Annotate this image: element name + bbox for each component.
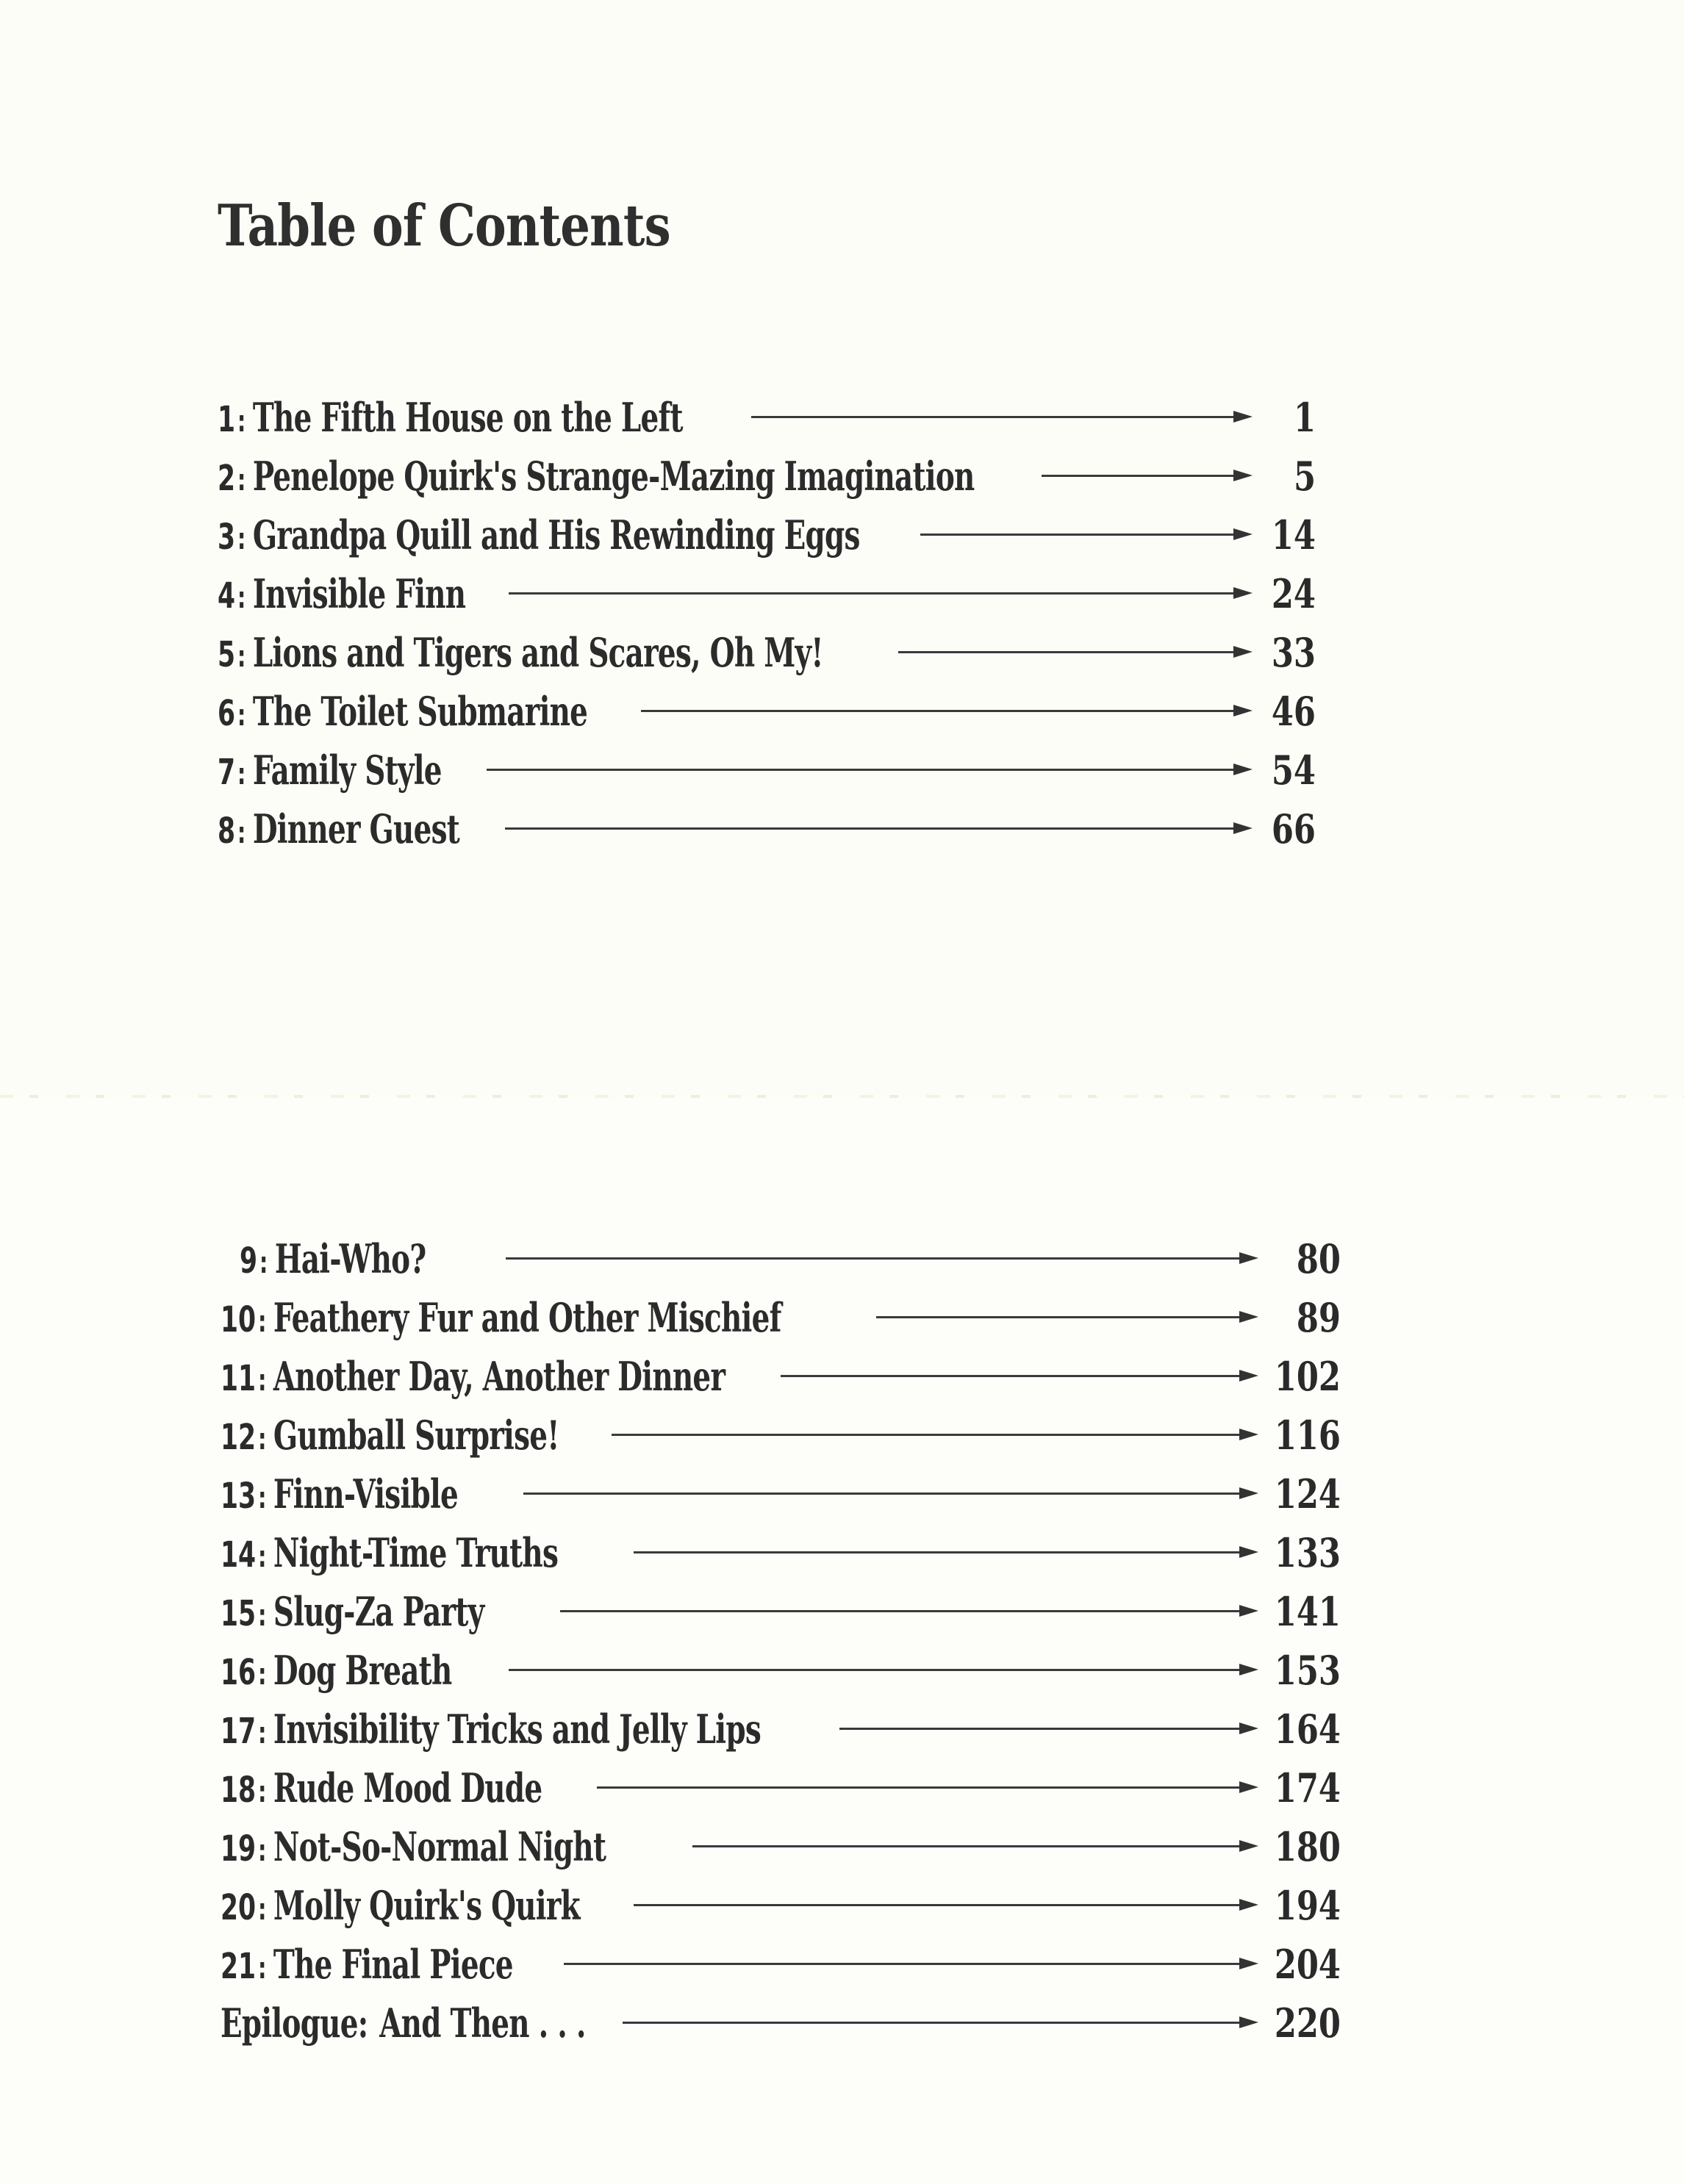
chapter-number: 5 — [218, 634, 236, 675]
leader-line — [487, 769, 1238, 771]
chapter-separator: : — [237, 640, 246, 674]
leader-line — [898, 651, 1238, 653]
chapter-separator: : — [257, 1775, 266, 1809]
toc-entry-label — [221, 1347, 725, 1406]
chapter-separator: : — [257, 1305, 266, 1339]
chapter-title: Invisible Finn — [252, 570, 466, 617]
toc-entry[interactable] — [0, 1229, 1684, 1288]
leader-line — [560, 1610, 1244, 1612]
leader-line — [509, 1669, 1244, 1671]
page-number: 141 — [1274, 1588, 1341, 1635]
chapter-title: And Then . . . — [379, 2000, 586, 2047]
toc-entry-label — [221, 1523, 558, 1582]
chapter-separator: : — [237, 405, 246, 439]
chapter-title: Feathery Fur and Other Mischief — [273, 1294, 781, 1341]
chapter-separator: : — [257, 1893, 266, 1927]
toc-entry-label — [218, 506, 860, 564]
leader-line — [523, 1492, 1244, 1495]
page-number: 33 — [1271, 629, 1316, 676]
chapter-title: Hai-Who? — [274, 1235, 426, 1282]
toc-entry[interactable] — [0, 1817, 1684, 1876]
chapter-separator: : — [237, 758, 246, 791]
chapter-title: The Final Piece — [273, 1941, 513, 1988]
chapter-separator: : — [257, 1540, 266, 1574]
page-number: 174 — [1274, 1764, 1341, 1811]
chapter-number: 12 — [221, 1417, 257, 1458]
chapter-number: 7 — [218, 752, 236, 793]
page-title: Table of Contents — [218, 193, 670, 259]
toc-entry-label — [221, 1759, 542, 1817]
toc-entry[interactable] — [0, 1641, 1684, 1700]
leader-line — [506, 1257, 1244, 1260]
toc-entry-label — [221, 1406, 559, 1465]
chapter-title: Molly Quirk's Quirk — [273, 1882, 580, 1929]
chapter-number: 21 — [221, 1946, 257, 1987]
chapter-number: 19 — [221, 1828, 257, 1869]
leader-line — [509, 592, 1238, 595]
leader-line — [612, 1434, 1244, 1436]
chapter-number: 13 — [221, 1476, 257, 1517]
chapter-title: Lions and Tigers and Scares, Oh My! — [252, 629, 823, 676]
chapter-number: 1 — [218, 399, 236, 440]
chapter-separator: : — [257, 1423, 266, 1456]
toc-entry[interactable] — [0, 1700, 1684, 1759]
toc-entry-label — [221, 1288, 781, 1347]
toc-entry[interactable] — [0, 1288, 1684, 1347]
chapter-separator: : — [237, 581, 246, 615]
chapter-number: 9 — [240, 1240, 258, 1282]
page-number: 124 — [1274, 1470, 1341, 1517]
chapter-title: Finn-Visible — [273, 1470, 459, 1517]
toc-entry[interactable] — [0, 1994, 1684, 2052]
toc-entry[interactable] — [0, 388, 1684, 447]
toc-entry-label — [221, 1876, 580, 1935]
chapter-separator: : — [257, 1599, 266, 1633]
leader-line — [634, 1551, 1244, 1553]
leader-line — [597, 1786, 1244, 1789]
chapter-title: The Fifth House on the Left — [252, 394, 683, 441]
leader-line — [505, 827, 1238, 830]
chapter-title: Slug-Za Party — [273, 1588, 484, 1635]
toc-entry[interactable] — [0, 447, 1684, 506]
page-number: 153 — [1274, 1647, 1341, 1694]
chapter-separator: : — [257, 1481, 266, 1515]
toc-entry-label — [218, 564, 465, 623]
toc-entry[interactable] — [0, 1406, 1684, 1465]
chapter-title: Not-So-Normal Night — [273, 1823, 606, 1870]
chapter-title: Penelope Quirk's Strange-Mazing Imagination — [252, 453, 975, 500]
chapter-title: Another Day, Another Dinner — [273, 1353, 725, 1400]
toc-entry[interactable] — [0, 1347, 1684, 1406]
page-number: 66 — [1271, 805, 1316, 852]
chapter-number: 15 — [221, 1593, 257, 1634]
page-number: 89 — [1296, 1294, 1341, 1341]
leader-line — [839, 1728, 1244, 1730]
toc-entry[interactable] — [0, 1523, 1684, 1582]
toc-entry[interactable] — [0, 682, 1684, 741]
toc-entry-label — [221, 1700, 761, 1759]
toc-entry[interactable] — [0, 1582, 1684, 1641]
page-number: 5 — [1293, 453, 1316, 500]
chapter-number: 4 — [218, 575, 236, 617]
toc-entry-label — [221, 1465, 458, 1523]
chapter-title: Dinner Guest — [252, 805, 460, 852]
toc-entry-label — [221, 1641, 452, 1700]
toc-entry-label — [218, 623, 823, 682]
page-number: 54 — [1271, 747, 1316, 794]
chapter-number: 3 — [218, 517, 236, 558]
toc-entry-label — [218, 447, 975, 506]
chapter-separator: : — [237, 464, 246, 497]
chapter-number: 14 — [221, 1534, 257, 1576]
chapter-number: 18 — [221, 1770, 257, 1811]
toc-entry[interactable] — [0, 506, 1684, 564]
toc-entry[interactable] — [0, 1759, 1684, 1817]
chapter-title: Rude Mood Dude — [273, 1764, 542, 1811]
leader-line — [634, 1904, 1244, 1906]
chapter-number: 16 — [221, 1652, 257, 1693]
toc-entry[interactable] — [0, 564, 1684, 623]
page-number: 102 — [1274, 1353, 1341, 1400]
chapter-title: Invisibility Tricks and Jelly Lips — [273, 1706, 761, 1753]
toc-entry[interactable] — [0, 623, 1684, 682]
chapter-title: Gumball Surprise! — [273, 1412, 559, 1459]
chapter-separator: : — [257, 1952, 266, 1986]
leader-line — [876, 1316, 1244, 1318]
chapter-separator: : — [259, 1246, 268, 1280]
page-number: 116 — [1274, 1412, 1341, 1459]
page-number: 220 — [1274, 2000, 1341, 2047]
leader-line — [623, 2022, 1244, 2024]
chapter-number: 17 — [221, 1711, 257, 1752]
page-number: 1 — [1293, 394, 1316, 441]
toc-entry-label — [221, 1582, 484, 1641]
chapter-title: The Toilet Submarine — [252, 688, 588, 735]
chapter-separator: : — [237, 699, 246, 733]
leader-line — [751, 416, 1238, 418]
page-number: 133 — [1274, 1529, 1341, 1576]
chapter-number: 6 — [218, 693, 236, 734]
toc-entry-label — [218, 388, 683, 447]
page-number: 164 — [1274, 1706, 1341, 1753]
page-number: 204 — [1274, 1941, 1341, 1988]
chapter-separator: : — [257, 1834, 266, 1868]
chapter-title: Family Style — [252, 747, 442, 794]
leader-line — [920, 534, 1238, 536]
page-number: 14 — [1271, 511, 1316, 558]
chapter-separator: : — [237, 816, 246, 850]
chapter-number: 20 — [221, 1887, 257, 1928]
toc-entry-label — [240, 1229, 426, 1288]
chapter-number: 2 — [218, 458, 236, 499]
toc-entry-label — [221, 1935, 513, 1994]
toc-entry[interactable] — [0, 1935, 1684, 1994]
chapter-number: Epilogue — [221, 2000, 358, 2047]
toc-entry[interactable] — [0, 800, 1684, 858]
toc-entry-label — [221, 1994, 586, 2052]
chapter-separator: : — [257, 1364, 266, 1398]
chapter-number: 10 — [221, 1299, 257, 1340]
toc-entry[interactable] — [0, 741, 1684, 800]
toc-entry[interactable] — [0, 1465, 1684, 1523]
chapter-title: Grandpa Quill and His Rewinding Eggs — [252, 511, 860, 558]
toc-entry-label — [218, 741, 442, 800]
toc-entry[interactable] — [0, 1876, 1684, 1935]
leader-line — [692, 1845, 1244, 1847]
page-number: 194 — [1274, 1882, 1341, 1929]
chapter-separator: : — [237, 522, 246, 556]
page-fold-divider — [0, 1095, 1684, 1098]
toc-entry-label — [221, 1817, 606, 1876]
chapter-number: 11 — [221, 1358, 257, 1399]
leader-line — [781, 1375, 1244, 1377]
chapter-title: Night-Time Truths — [273, 1529, 559, 1576]
chapter-title: Dog Breath — [273, 1647, 452, 1694]
page-number: 80 — [1296, 1235, 1341, 1282]
page-number: 180 — [1274, 1823, 1341, 1870]
chapter-separator: : — [257, 1717, 266, 1750]
chapter-number: 8 — [218, 811, 236, 852]
toc-entry-label — [218, 682, 587, 741]
chapter-separator: : — [357, 2000, 368, 2047]
page-number: 24 — [1271, 570, 1316, 617]
chapter-separator: : — [257, 1658, 266, 1692]
toc-entry-label — [218, 800, 459, 858]
page-number: 46 — [1271, 688, 1316, 735]
leader-line — [641, 710, 1238, 712]
leader-line — [564, 1963, 1244, 1965]
